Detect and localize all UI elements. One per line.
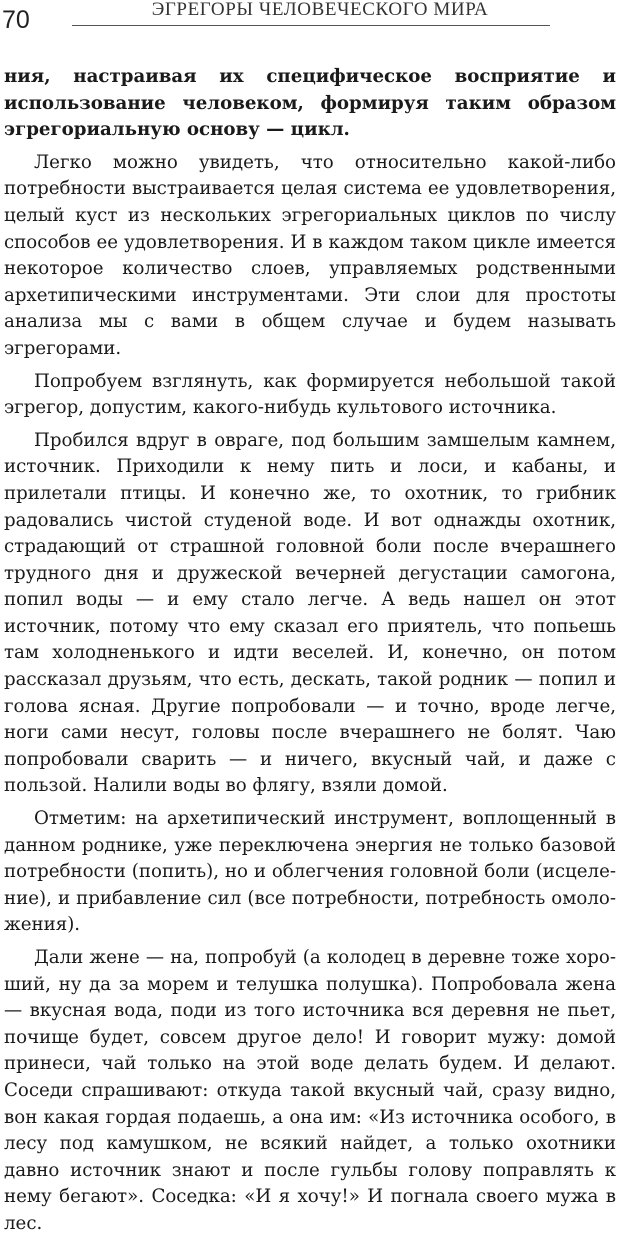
paragraph: Дали жене — на, попробуй (а колодец в деревне тоже хороший, ну да за морем и телушка полушка). Попробовала жена — вкусная вода, поди из того источника вся деревня не пьет, почище будет, совсем другое дело! И говорит мужу: домой принеси, чай только на этой воде делать будем. И делают. Соседи спрашивают: откуда такой вкусный чай, сразу видно, вон какая гордая подаешь, а она им: «Из источника особого, в лесу под камушком, не всякий найдет, а только охотники давно источник знают и после гульбы голову поправлять к нему бегают». Соседка: «И я хочу!» И погнала своего мужа в лес. xyxy=(4,947,616,1234)
paragraph: Пробился вдруг в овраге, под большим замшелым камнем, источник. Приходили к нему пить и лоси, и кабаны, и прилетали птицы. И конечно же, то охотник, то грибник радовались чистой студеной воде. И вот однажды охотник, страдающий от страшной головной боли после вчерашнего трудного дня и дружеской вечерней дегустации самогона, попил воды — и ему стало легче. А ведь нашел он этот источник, потому что ему сказал его приятель, что попьешь там холодненького и идти веселей. И, конечно, он потом рассказал друзьям, что есть, дескать, такой родник — попил и голова ясная. Другие попробовали — и точно, вроде легче, ноги сами несут, головы после вчерашнего не болят. Чаю попробовали сварить — и ничего, вкусный чай, и даже с пользой. Налили воды во флягу, взяли домой. xyxy=(4,429,616,797)
page-number: 70 xyxy=(2,6,30,34)
running-header xyxy=(0,0,620,40)
paragraph: Отметим: на архетипический инструмент, воплощенный в данном роднике, уже переключена энергия не только базовой потребности (попить), но и облегчения головной боли (исцеление), и прибавление сил (все потребности, потребность омоложения). xyxy=(4,808,616,936)
paragraph: Легко можно увидеть, что относительно какой-либо потребности выстраивается целая система ее удовлетворения, целый куст из нескольких эгрегориальных циклов по числу способов ее удовлетворения. И в каждом таком цикле имеется некоторое количество слоев, управляемых родственными архетипическими инструментами. Эти слои для простоты анализа мы с вами в общем случае и будем называть эгрегорами. xyxy=(4,151,616,359)
running-title: ЭГРЕГОРЫ ЧЕЛОВЕЧЕСКОГО МИРА xyxy=(151,0,489,20)
paragraph: Попробуем взглянуть, как формируется небольшой такой эгрегор, допустим, какого-нибудь культового источника. xyxy=(4,370,616,419)
page-body xyxy=(4,64,616,1238)
paragraph-continued-bold: ния, настраивая их специфическое восприятие и использование человеком, формируя таким образом эгрегориальную основу — цикл. xyxy=(4,66,616,141)
header-rule xyxy=(72,25,550,26)
